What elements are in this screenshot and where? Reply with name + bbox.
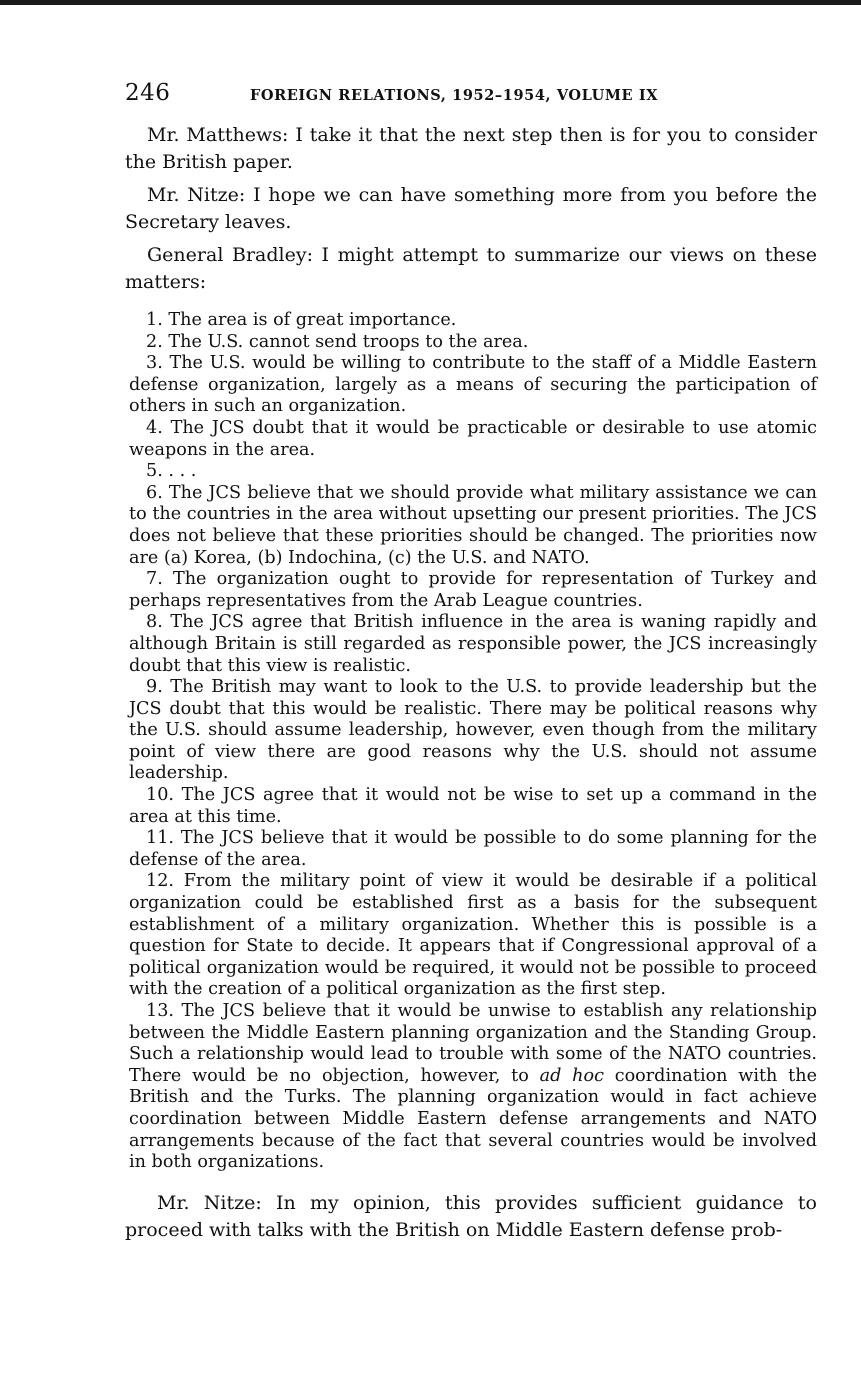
running-title: FOREIGN RELATIONS, 1952–1954, VOLUME IX	[250, 87, 659, 104]
list-item-13	[129, 1001, 817, 1174]
page-top-edge	[0, 0, 861, 5]
list-item: 9. The British may want to look to the U.S. to provide leadership but the JCS doubt that this would be realistic. There may be political reasons why the U.S. should assume leadership, however, even though from the military point of view there are good reasons why the U.S. should not assume leadership.	[129, 677, 817, 784]
paragraph-nitze: Mr. Nitze: I hope we can have something more from you before the Secretary leaves.	[125, 184, 817, 233]
document-body	[125, 122, 817, 1244]
list-item: 4. The JCS doubt that it would be practicable or desirable to use atomic weapons in the area.	[129, 417, 817, 460]
item13-text-before: 13. The JCS believe that it would be unwise to establish any relationship between the Middle Eastern planning organization and the Standing Group. Such a relationship would lead to trouble with some of the NATO countries. There would be no objection, however, to	[129, 1001, 817, 1086]
paragraph-matthews: Mr. Matthews: I take it that the next step then is for you to consider the British paper.	[125, 124, 817, 173]
list-item: 3. The U.S. would be willing to contribute to the staff of a Middle Eastern defense organization, largely as a means of securing the participation of others in such an organization.	[129, 353, 817, 417]
numbered-list	[129, 310, 817, 1174]
page-header	[125, 80, 815, 114]
list-item: 7. The organization ought to provide for representation of Turkey and perhaps representatives from the Arab League countries.	[129, 569, 817, 611]
item13-italic-ad-hoc: ad hoc	[539, 1065, 604, 1086]
list-item: 12. From the military point of view it would be desirable if a political organization could be established first as a basis for the subsequent establishment of a military organization. Whether this is possible is a question for State to decide. It appears that if Congressional approval of a political organization would be required, it would not be possible to proceed with the creation of a political organization as the first step.	[129, 871, 817, 1000]
list-item: 5. . . .	[146, 461, 197, 482]
list-item: 11. The JCS believe that it would be possible to do some planning for the defense of the area.	[129, 828, 817, 870]
list-item: 6. The JCS believe that we should provide what military assistance we can to the countries in the area without upsetting our present priorities. The JCS does not believe that these priorities should be changed. The priorities now are (a) Korea, (b) Indochina, (c) the U.S. and NATO.	[129, 482, 817, 568]
paragraph-closing: Mr. Nitze: In my opinion, this provides sufficient guidance to proceed with talks with the British on Middle Eastern defense prob-	[125, 1191, 817, 1241]
item13-text-after: coordination with the British and the Turks. The planning organization would in fact achieve coordination between Middle Eastern defense arrangements and NATO arrangements because of the fact that several countries would be involved in both organizations.	[129, 1065, 817, 1173]
paragraph-bradley: General Bradley: I might attempt to summarize our views on these matters:	[125, 244, 817, 293]
list-item: 1. The area is of great importance.	[146, 310, 457, 330]
list-item: 10. The JCS agree that it would not be wise to set up a command in the area at this time.	[129, 785, 817, 827]
list-item: 8. The JCS agree that British influence in the area is waning rapidly and although Britain is still regarded as responsible power, the JCS increasingly doubt that this view is realistic.	[129, 612, 817, 676]
page-number: 246	[125, 80, 171, 106]
list-item: 2. The U.S. cannot send troops to the area.	[146, 331, 529, 352]
